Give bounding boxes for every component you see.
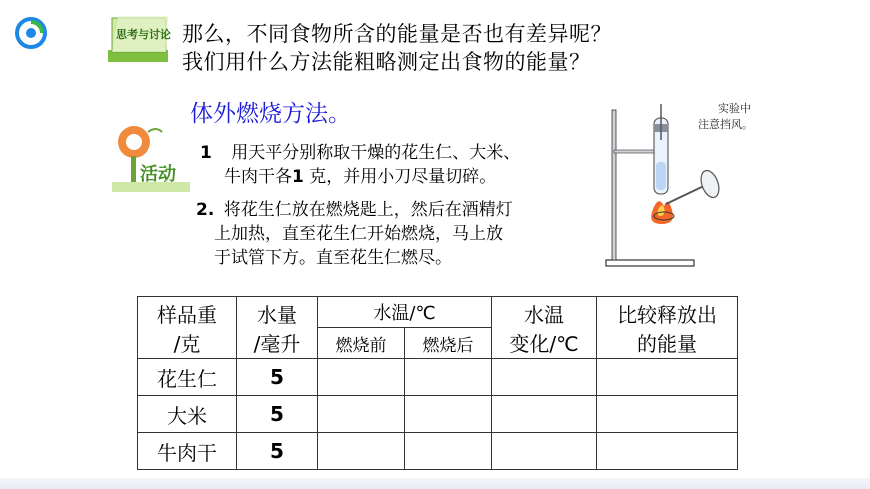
step-2-line-2: 上加热，直至花生仁开始燃烧，马上放 — [214, 224, 503, 244]
cell-sample: 大米 — [138, 396, 237, 433]
cell-change[interactable] — [492, 433, 597, 470]
question-line-2: 我们用什么方法能粗略测定出食物的能量？ — [182, 50, 591, 74]
header-water — [237, 297, 318, 359]
data-table — [137, 296, 738, 470]
cell-sample: 牛肉干 — [138, 433, 237, 470]
apparatus-note-line-2: 注意挡风。 — [698, 118, 753, 131]
cell-water: 5 — [237, 433, 318, 470]
table-row — [138, 396, 738, 433]
burning-apparatus-illustration — [600, 100, 770, 275]
header-temp-change-line-1: 水温 — [524, 302, 564, 327]
apparatus-note-line-1: 实验中 — [718, 102, 751, 115]
cell-sample: 花生仁 — [138, 359, 237, 396]
activity-label: 活动 — [140, 164, 176, 185]
table-row — [138, 359, 738, 396]
header-sample-weight-line-2: /克 — [173, 331, 201, 356]
step-2 — [196, 199, 513, 221]
header-temperature: 水温/℃ — [318, 297, 492, 328]
step-2-line-1: 将花生仁放在燃烧匙上，然后在酒精灯 — [223, 200, 513, 220]
step-1-line-2-pre: 牛肉干各 — [224, 167, 292, 187]
think-discuss-label: 思考与讨论 — [116, 28, 171, 41]
cell-after[interactable] — [405, 396, 492, 433]
cell-compare[interactable] — [597, 433, 738, 470]
step-2-line-3: 于试管下方。直至花生仁燃尽。 — [214, 248, 452, 268]
question-line-1: 那么，不同食物所含的能量是否也有差异呢？ — [182, 22, 612, 46]
step-1-line-1: 用天平分别称取干燥的花生仁、大米、 — [231, 143, 521, 163]
step-1-number: 1 — [200, 143, 212, 163]
header-water-line-2: /毫升 — [253, 331, 301, 356]
step-1-line-2-post: 克，并用小刀尽量切碎。 — [303, 167, 497, 187]
header-compare-energy — [597, 297, 738, 359]
cell-compare[interactable] — [597, 396, 738, 433]
step-2-number: 2. — [196, 200, 215, 220]
cell-after[interactable] — [405, 359, 492, 396]
header-compare-energy-line-2: 的能量 — [637, 331, 697, 356]
think-discuss-badge — [108, 14, 172, 64]
activity-badge — [112, 120, 192, 192]
cell-change[interactable] — [492, 396, 597, 433]
step-1-quantity: 1 — [292, 167, 304, 187]
slide-bottom-bar — [0, 478, 870, 489]
cell-after[interactable] — [405, 433, 492, 470]
header-water-line-1: 水量 — [257, 302, 297, 327]
cell-before[interactable] — [318, 433, 405, 470]
cell-change[interactable] — [492, 359, 597, 396]
header-sample-weight — [138, 297, 237, 359]
cell-before[interactable] — [318, 359, 405, 396]
header-temp-change — [492, 297, 597, 359]
brand-logo-icon — [14, 16, 48, 50]
header-compare-energy-line-1: 比较释放出 — [617, 302, 717, 327]
table-header-row — [138, 297, 738, 328]
cell-before[interactable] — [318, 396, 405, 433]
cell-water: 5 — [237, 359, 318, 396]
step-1 — [200, 142, 520, 164]
header-sample-weight-line-1: 样品重 — [157, 302, 217, 327]
method-title: 体外燃烧方法。 — [190, 101, 351, 127]
step-1-line-2 — [224, 166, 496, 188]
header-after-burning: 燃烧后 — [405, 328, 492, 359]
header-before-burning: 燃烧前 — [318, 328, 405, 359]
cell-compare[interactable] — [597, 359, 738, 396]
header-temp-change-line-2: 变化/℃ — [509, 331, 579, 356]
table-row — [138, 433, 738, 470]
cell-water: 5 — [237, 396, 318, 433]
